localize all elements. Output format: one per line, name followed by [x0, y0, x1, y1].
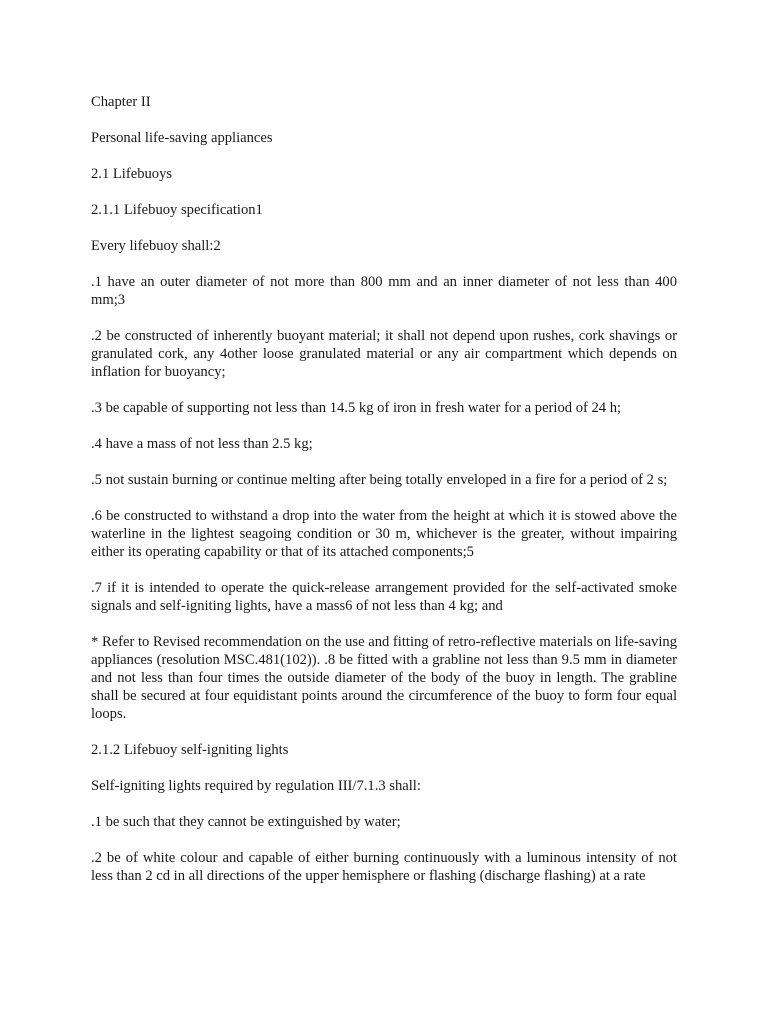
- requirement-6: .6 be constructed to withstand a drop into the water from the height at which it is stowed above the waterline in the lightest seagoing condition or 30 m, whichever is the greater, without impairing either its operating capability or that of its attached components;5: [91, 508, 677, 560]
- paragraph-every-lifebuoy: Every lifebuoy shall:2: [91, 238, 221, 254]
- chapter-heading: Chapter II: [91, 94, 151, 110]
- subsection-heading-2-1-1: 2.1.1 Lifebuoy specification1: [91, 202, 263, 218]
- requirement-3: .3 be capable of supporting not less than 14.5 kg of iron in fresh water for a period of 24 h;: [91, 400, 622, 416]
- requirement-2: .2 be constructed of inherently buoyant material; it shall not depend upon rushes, cork shavings or granulated cork, any 4other loose granulated material or any air compartment which depends on inflation for buoyancy;: [91, 328, 677, 380]
- section-heading-2-1: 2.1 Lifebuoys: [91, 166, 173, 182]
- light-requirement-1: .1 be such that they cannot be extinguished by water;: [91, 814, 401, 830]
- light-requirement-2: .2 be of white colour and capable of either burning continuously with a luminous intensity of not less than 2 cd in all directions of the upper hemisphere or flashing (discharge flashing) at a rate: [91, 850, 677, 884]
- requirement-5: .5 not sustain burning or continue melting after being totally enveloped in a fire for a period of 2 s;: [91, 472, 668, 488]
- requirement-7: .7 if it is intended to operate the quick-release arrangement provided for the self-activated smoke signals and self-igniting lights, have a mass6 of not less than 4 kg; and: [91, 580, 677, 614]
- requirement-1: .1 have an outer diameter of not more than 800 mm and an inner diameter of not less than 400 mm;3: [91, 274, 677, 308]
- requirement-4: .4 have a mass of not less than 2.5 kg;: [91, 436, 313, 452]
- chapter-title: Personal life-saving appliances: [91, 130, 273, 146]
- paragraph-self-igniting-lights: Self-igniting lights required by regulation III/7.1.3 shall:: [91, 778, 421, 794]
- subsection-heading-2-1-2: 2.1.2 Lifebuoy self-igniting lights: [91, 742, 289, 758]
- document-body: [91, 93, 677, 903]
- footnote-and-requirement-8: * Refer to Revised recommendation on the use and fitting of retro-reflective materials on life-saving appliances (resolution MSC.481(102)). .8 be fitted with a grabline not less than 9.5 mm in diameter and not less than four times the outside diameter of the body of the buoy in length. The grabline shall be secured at four equidistant points around the circumference of the buoy to form four equal loops.: [91, 634, 677, 722]
